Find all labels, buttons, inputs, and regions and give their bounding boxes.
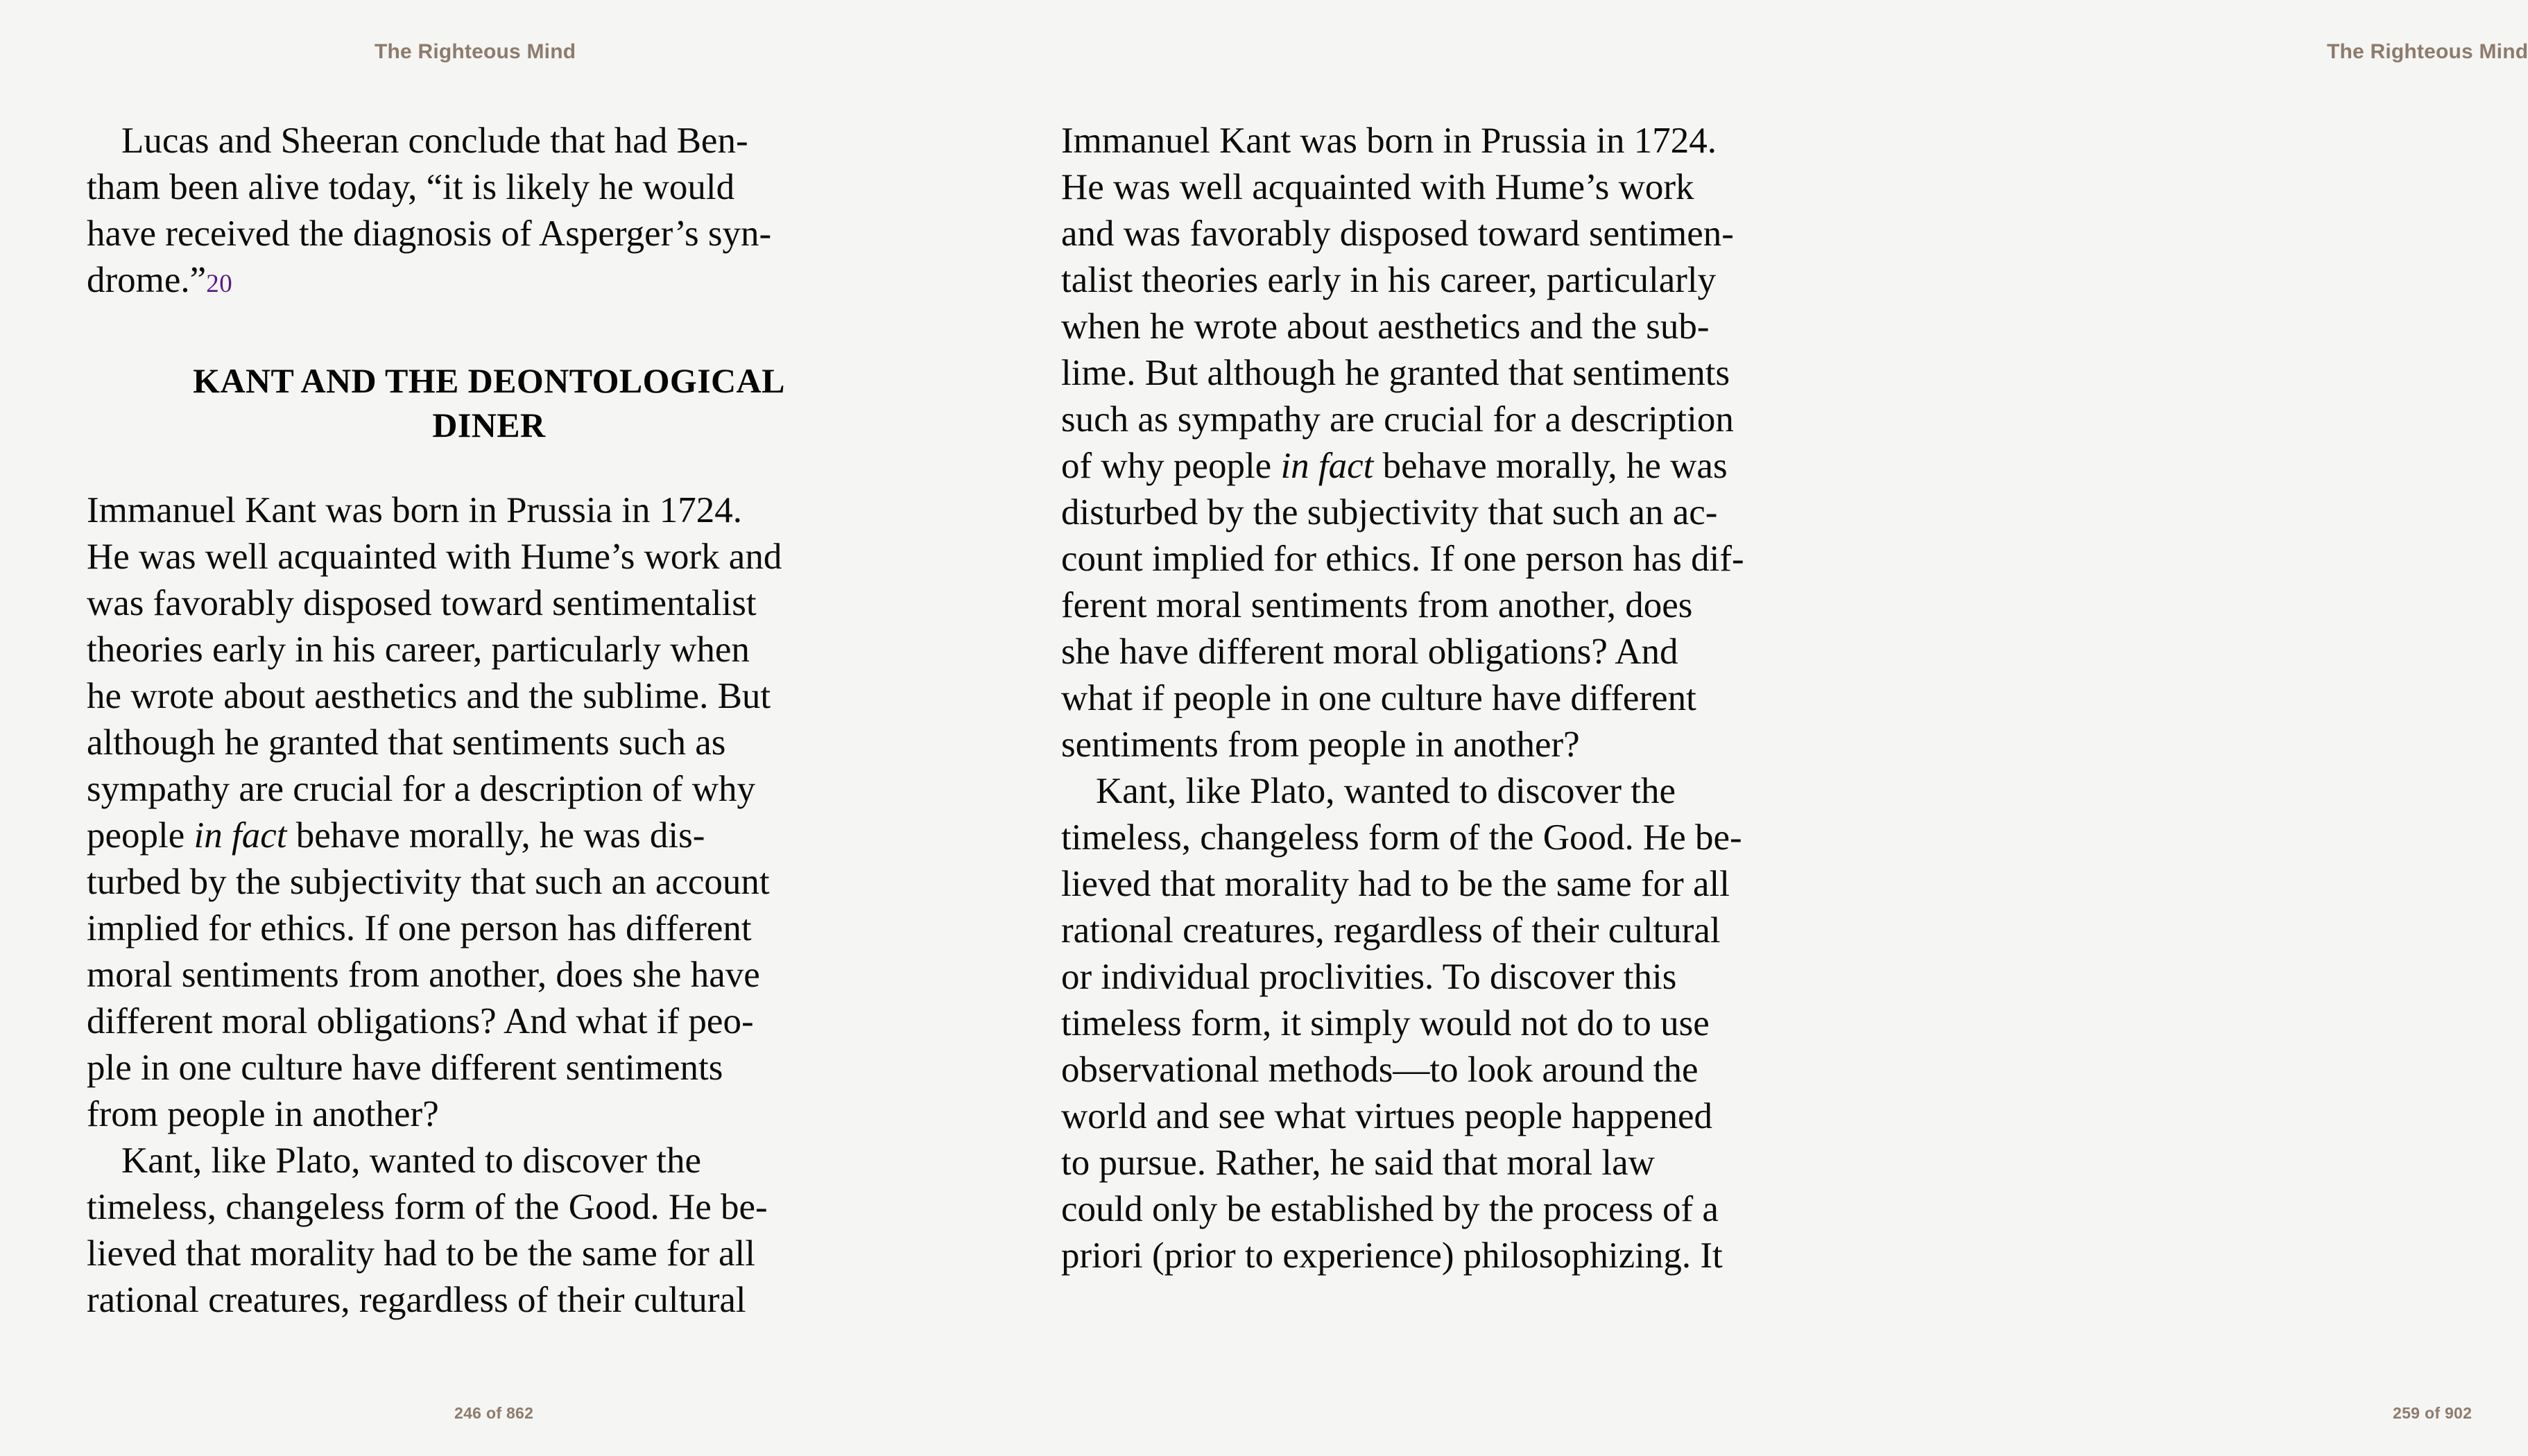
text-run: what if people in one culture have different bbox=[1061, 678, 1696, 718]
text-run: rational creatures, regardless of their cultural bbox=[87, 1280, 746, 1320]
text-line bbox=[87, 813, 891, 859]
running-head-right: The Righteous Mind bbox=[2327, 40, 2528, 63]
text-line bbox=[1061, 1140, 1876, 1186]
text-run: turbed by the subjectivity that such an account bbox=[87, 862, 770, 902]
text-line bbox=[87, 627, 891, 673]
text-run: of why people bbox=[1061, 446, 1281, 486]
text-run: sympathy are crucial for a description of why bbox=[87, 769, 755, 809]
spacer bbox=[87, 307, 891, 358]
text-run: behave morally, he was bbox=[1373, 446, 1728, 486]
text-line bbox=[87, 211, 891, 257]
text-line bbox=[87, 118, 891, 164]
text-line bbox=[1061, 489, 1876, 536]
text-run: observational methods—to look around the bbox=[1061, 1050, 1699, 1090]
text-run: lieved that morality had to be the same for all bbox=[1061, 864, 1730, 904]
text-run: behave morally, he was dis- bbox=[286, 815, 705, 856]
text-line bbox=[1061, 211, 1876, 257]
text-line bbox=[87, 1184, 891, 1231]
text-line bbox=[87, 257, 891, 307]
page-right bbox=[971, 0, 2528, 1456]
text-run: priori (prior to experience) philosophizing. It bbox=[1061, 1236, 1723, 1276]
text-run: Lucas and Sheeran conclude that had Ben- bbox=[121, 121, 748, 161]
text-line bbox=[1061, 1093, 1876, 1140]
text-run: Immanuel Kant was born in Prussia in 1724. bbox=[87, 490, 743, 530]
heading-line: DINER bbox=[432, 406, 546, 444]
text-line bbox=[87, 1231, 891, 1277]
text-run: lieved that morality had to be the same for all bbox=[87, 1233, 755, 1274]
emphasis-text: in fact bbox=[194, 815, 287, 856]
text-run: when he wrote about aesthetics and the sub- bbox=[1061, 306, 1710, 347]
text-run: different moral obligations? And what if peo- bbox=[87, 1001, 754, 1041]
text-run: timeless form, it simply would not do to use bbox=[1061, 1003, 1710, 1043]
text-run: tham been alive today, “it is likely he would bbox=[87, 167, 735, 207]
page-footer-right: 259 of 902 bbox=[2393, 1404, 2473, 1422]
text-run: he wrote about aesthetics and the sublime. But bbox=[87, 676, 771, 716]
text-run: He was well acquainted with Hume’s work and bbox=[87, 537, 782, 577]
spacer bbox=[87, 447, 891, 487]
text-run: people bbox=[87, 815, 194, 856]
page-footer-left: 246 of 862 bbox=[454, 1404, 534, 1422]
text-line bbox=[1061, 164, 1876, 211]
text-line bbox=[87, 720, 891, 766]
text-run: drome.” bbox=[87, 260, 207, 300]
text-run: have received the diagnosis of Asperger’s syn- bbox=[87, 214, 772, 254]
text-run: was favorably disposed toward sentimentalist bbox=[87, 583, 757, 623]
paragraph bbox=[1061, 768, 1876, 1279]
text-run: Immanuel Kant was born in Prussia in 1724. bbox=[1061, 121, 1717, 161]
text-line bbox=[87, 1091, 891, 1138]
text-line bbox=[87, 487, 891, 534]
text-run: lime. But although he granted that sentiments bbox=[1061, 353, 1730, 393]
text-line bbox=[1061, 257, 1876, 304]
text-line bbox=[87, 534, 891, 580]
text-line bbox=[1061, 304, 1876, 350]
text-line bbox=[1061, 443, 1876, 489]
text-run: ple in one culture have different sentiments bbox=[87, 1048, 723, 1088]
text-run: theories early in his career, particularly when bbox=[87, 630, 750, 670]
text-run: disturbed by the subjectivity that such an ac- bbox=[1061, 492, 1718, 532]
text-line bbox=[1061, 954, 1876, 1000]
text-run: sentiments from people in another? bbox=[1061, 725, 1580, 765]
text-run: timeless, changeless form of the Good. He be- bbox=[87, 1187, 768, 1227]
text-line bbox=[87, 1277, 891, 1324]
text-line bbox=[1061, 861, 1876, 908]
paragraph bbox=[87, 118, 891, 307]
text-line bbox=[1061, 629, 1876, 675]
text-run: world and see what virtues people happened bbox=[1061, 1096, 1712, 1136]
text-run: such as sympathy are crucial for a description bbox=[1061, 399, 1734, 440]
text-run: count implied for ethics. If one person has dif- bbox=[1061, 539, 1744, 579]
text-line bbox=[1061, 536, 1876, 582]
paragraph bbox=[1061, 118, 1876, 768]
text-run: implied for ethics. If one person has different bbox=[87, 908, 752, 948]
text-line bbox=[87, 164, 891, 211]
text-run: from people in another? bbox=[87, 1094, 439, 1134]
text-line bbox=[1061, 722, 1876, 768]
text-line bbox=[1061, 768, 1876, 815]
running-head-left: The Righteous Mind bbox=[375, 40, 576, 63]
text-line bbox=[1061, 1047, 1876, 1093]
text-line bbox=[1061, 118, 1876, 164]
paragraph bbox=[87, 487, 891, 1138]
text-line bbox=[87, 766, 891, 813]
text-run: moral sentiments from another, does she have bbox=[87, 955, 760, 995]
footnote-reference-link[interactable]: 20 bbox=[206, 270, 233, 298]
page-right-text-column bbox=[1061, 118, 1876, 1279]
text-line bbox=[87, 998, 891, 1045]
page-left bbox=[0, 0, 971, 1456]
text-line bbox=[1061, 1186, 1876, 1233]
text-line bbox=[1061, 908, 1876, 954]
heading-line: KANT AND THE DEONTOLOGICAL bbox=[193, 361, 785, 400]
text-line bbox=[87, 580, 891, 627]
text-run: timeless, changeless form of the Good. He be- bbox=[1061, 817, 1742, 858]
page-left-text-column bbox=[87, 118, 891, 1324]
text-line bbox=[87, 905, 891, 952]
text-line bbox=[1061, 582, 1876, 629]
text-line bbox=[1061, 675, 1876, 722]
paragraph bbox=[87, 1138, 891, 1324]
text-run: although he granted that sentiments such as bbox=[87, 722, 726, 763]
text-run: could only be established by the process of a bbox=[1061, 1189, 1719, 1229]
text-run: rational creatures, regardless of their cultural bbox=[1061, 910, 1721, 951]
text-line bbox=[87, 673, 891, 720]
text-line bbox=[87, 952, 891, 998]
text-line bbox=[1061, 815, 1876, 861]
text-line bbox=[1061, 350, 1876, 397]
text-run: Kant, like Plato, wanted to discover the bbox=[1096, 771, 1676, 811]
text-line bbox=[87, 1138, 891, 1184]
text-run: and was favorably disposed toward sentimen- bbox=[1061, 214, 1734, 254]
text-run: Kant, like Plato, wanted to discover the bbox=[121, 1141, 702, 1181]
text-line bbox=[1061, 1233, 1876, 1279]
text-line bbox=[87, 859, 891, 905]
section-heading bbox=[87, 358, 891, 447]
text-run: to pursue. Rather, he said that moral law bbox=[1061, 1143, 1655, 1183]
text-run: ferent moral sentiments from another, does bbox=[1061, 585, 1693, 625]
text-run: she have different moral obligations? And bbox=[1061, 632, 1678, 672]
text-run: He was well acquainted with Hume’s work bbox=[1061, 167, 1694, 207]
text-line bbox=[1061, 1000, 1876, 1047]
text-line bbox=[87, 1045, 891, 1091]
emphasis-text: in fact bbox=[1280, 446, 1374, 486]
text-line bbox=[1061, 397, 1876, 443]
text-run: or individual proclivities. To discover this bbox=[1061, 957, 1677, 997]
text-run: talist theories early in his career, particularly bbox=[1061, 260, 1717, 300]
